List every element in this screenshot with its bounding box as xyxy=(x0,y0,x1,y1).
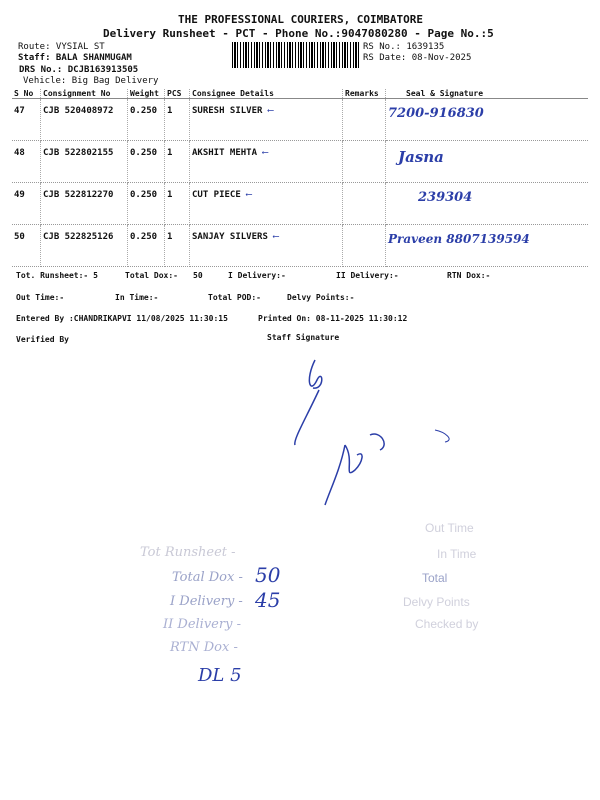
cell-signature: 7200-916830 xyxy=(386,99,589,141)
cell-consignee: SANJAY SILVERS ⟵ xyxy=(190,225,343,267)
faint-tot-runsheet: Tot Runsheet - xyxy=(140,545,236,560)
col-signature: Seal & Signature xyxy=(386,89,589,99)
cell-sno: 49 xyxy=(12,183,41,225)
total-dox-value: 50 xyxy=(193,271,203,280)
cell-consignee: SURESH SILVER ⟵ xyxy=(190,99,343,141)
cell-weight: 0.250 xyxy=(128,183,165,225)
rtn-dox: RTN Dox:- xyxy=(447,271,491,280)
cell-consignee: AKSHIT MEHTA ⟵ xyxy=(190,141,343,183)
cell-remarks xyxy=(343,183,386,225)
handwritten-i-delivery: 45 xyxy=(255,588,281,612)
col-consignee: Consignee Details xyxy=(190,89,343,99)
staff-signature-scribble xyxy=(285,350,465,520)
cell-sno: 48 xyxy=(12,141,41,183)
entered-by: Entered By :CHANDRIKAPVI 11/08/2025 11:30:15 xyxy=(16,314,228,323)
cell-weight: 0.250 xyxy=(128,99,165,141)
rs-number: RS No.: 1639135 xyxy=(363,42,445,52)
i-delivery: I Delivery:- xyxy=(228,271,286,280)
drs-number: DRS No.: DCJB163913505 xyxy=(19,65,139,75)
verified-by: Verified By xyxy=(16,335,69,344)
out-time: Out Time:- xyxy=(16,293,65,302)
table-row xyxy=(12,99,588,141)
in-time: In Time:- xyxy=(115,293,159,302)
cell-remarks xyxy=(343,141,386,183)
runsheet-title: Delivery Runsheet - PCT - Phone No.:9047080280 - Page No.:5 xyxy=(103,27,494,40)
cell-sno: 47 xyxy=(12,99,41,141)
cell-consignment: CJB 522812270 xyxy=(41,183,128,225)
handwritten-dl-note: DL 5 xyxy=(198,665,242,686)
faint-in-time: In Time xyxy=(437,547,477,561)
cell-pcs: 1 xyxy=(165,183,190,225)
cell-weight: 0.250 xyxy=(128,141,165,183)
table-header-row xyxy=(12,89,588,99)
company-name: THE PROFESSIONAL COURIERS, COIMBATORE xyxy=(178,13,424,26)
total-pod: Total POD:- xyxy=(208,293,261,302)
cell-remarks xyxy=(343,225,386,267)
cell-sno: 50 xyxy=(12,225,41,267)
delvy-points: Delvy Points:- xyxy=(287,293,355,302)
cell-signature: Jasna xyxy=(386,141,589,183)
cell-weight: 0.250 xyxy=(128,225,165,267)
cell-pcs: 1 xyxy=(165,225,190,267)
col-consignment: Consignment No xyxy=(41,89,128,99)
stamp-rtn-dox: RTN Dox - xyxy=(170,640,238,655)
col-remarks: Remarks xyxy=(343,89,386,99)
faint-checked-by: Checked by xyxy=(415,617,479,631)
handwritten-total-dox: 50 xyxy=(255,563,281,587)
table-row xyxy=(12,141,588,183)
col-weight: Weight xyxy=(128,89,165,99)
staff: Staff: BALA SHANMUGAM xyxy=(18,53,132,63)
cell-pcs: 1 xyxy=(165,99,190,141)
cell-consignment: CJB 522825126 xyxy=(41,225,128,267)
cell-consignment: CJB 522802155 xyxy=(41,141,128,183)
table-row xyxy=(12,225,588,267)
table-row xyxy=(12,183,588,225)
cell-consignment: CJB 520408972 xyxy=(41,99,128,141)
stamp-total-dox: Total Dox - xyxy=(172,570,243,585)
route: Route: VYSIAL ST xyxy=(18,42,105,52)
cell-pcs: 1 xyxy=(165,141,190,183)
rs-date: RS Date: 08-Nov-2025 xyxy=(363,53,472,63)
staff-signature-label: Staff Signature xyxy=(267,333,340,342)
runsheet-table xyxy=(12,89,588,267)
stamp-i-delivery: I Delivery - xyxy=(170,594,243,609)
faint-out-time: Out Time xyxy=(425,521,474,535)
ii-delivery: II Delivery:- xyxy=(336,271,399,280)
printed-on: Printed On: 08-11-2025 11:30:12 xyxy=(258,314,408,323)
cell-remarks xyxy=(343,99,386,141)
stamp-ii-delivery: II Delivery - xyxy=(163,617,241,632)
cell-signature: 239304 xyxy=(386,183,589,225)
tot-runsheet: Tot. Runsheet:- 5 xyxy=(16,271,98,280)
barcode xyxy=(232,42,359,68)
faint-total: Total xyxy=(422,571,448,585)
vehicle: Vehicle: Big Bag Delivery xyxy=(23,76,159,86)
total-dox-label: Total Dox:- xyxy=(125,271,178,280)
cell-consignee: CUT PIECE ⟵ xyxy=(190,183,343,225)
col-pcs: PCS xyxy=(165,89,190,99)
faint-delivery-points: Delvy Points xyxy=(403,595,470,609)
col-sno: S No xyxy=(12,89,41,99)
cell-signature: Praveen 8807139594 xyxy=(386,225,589,267)
